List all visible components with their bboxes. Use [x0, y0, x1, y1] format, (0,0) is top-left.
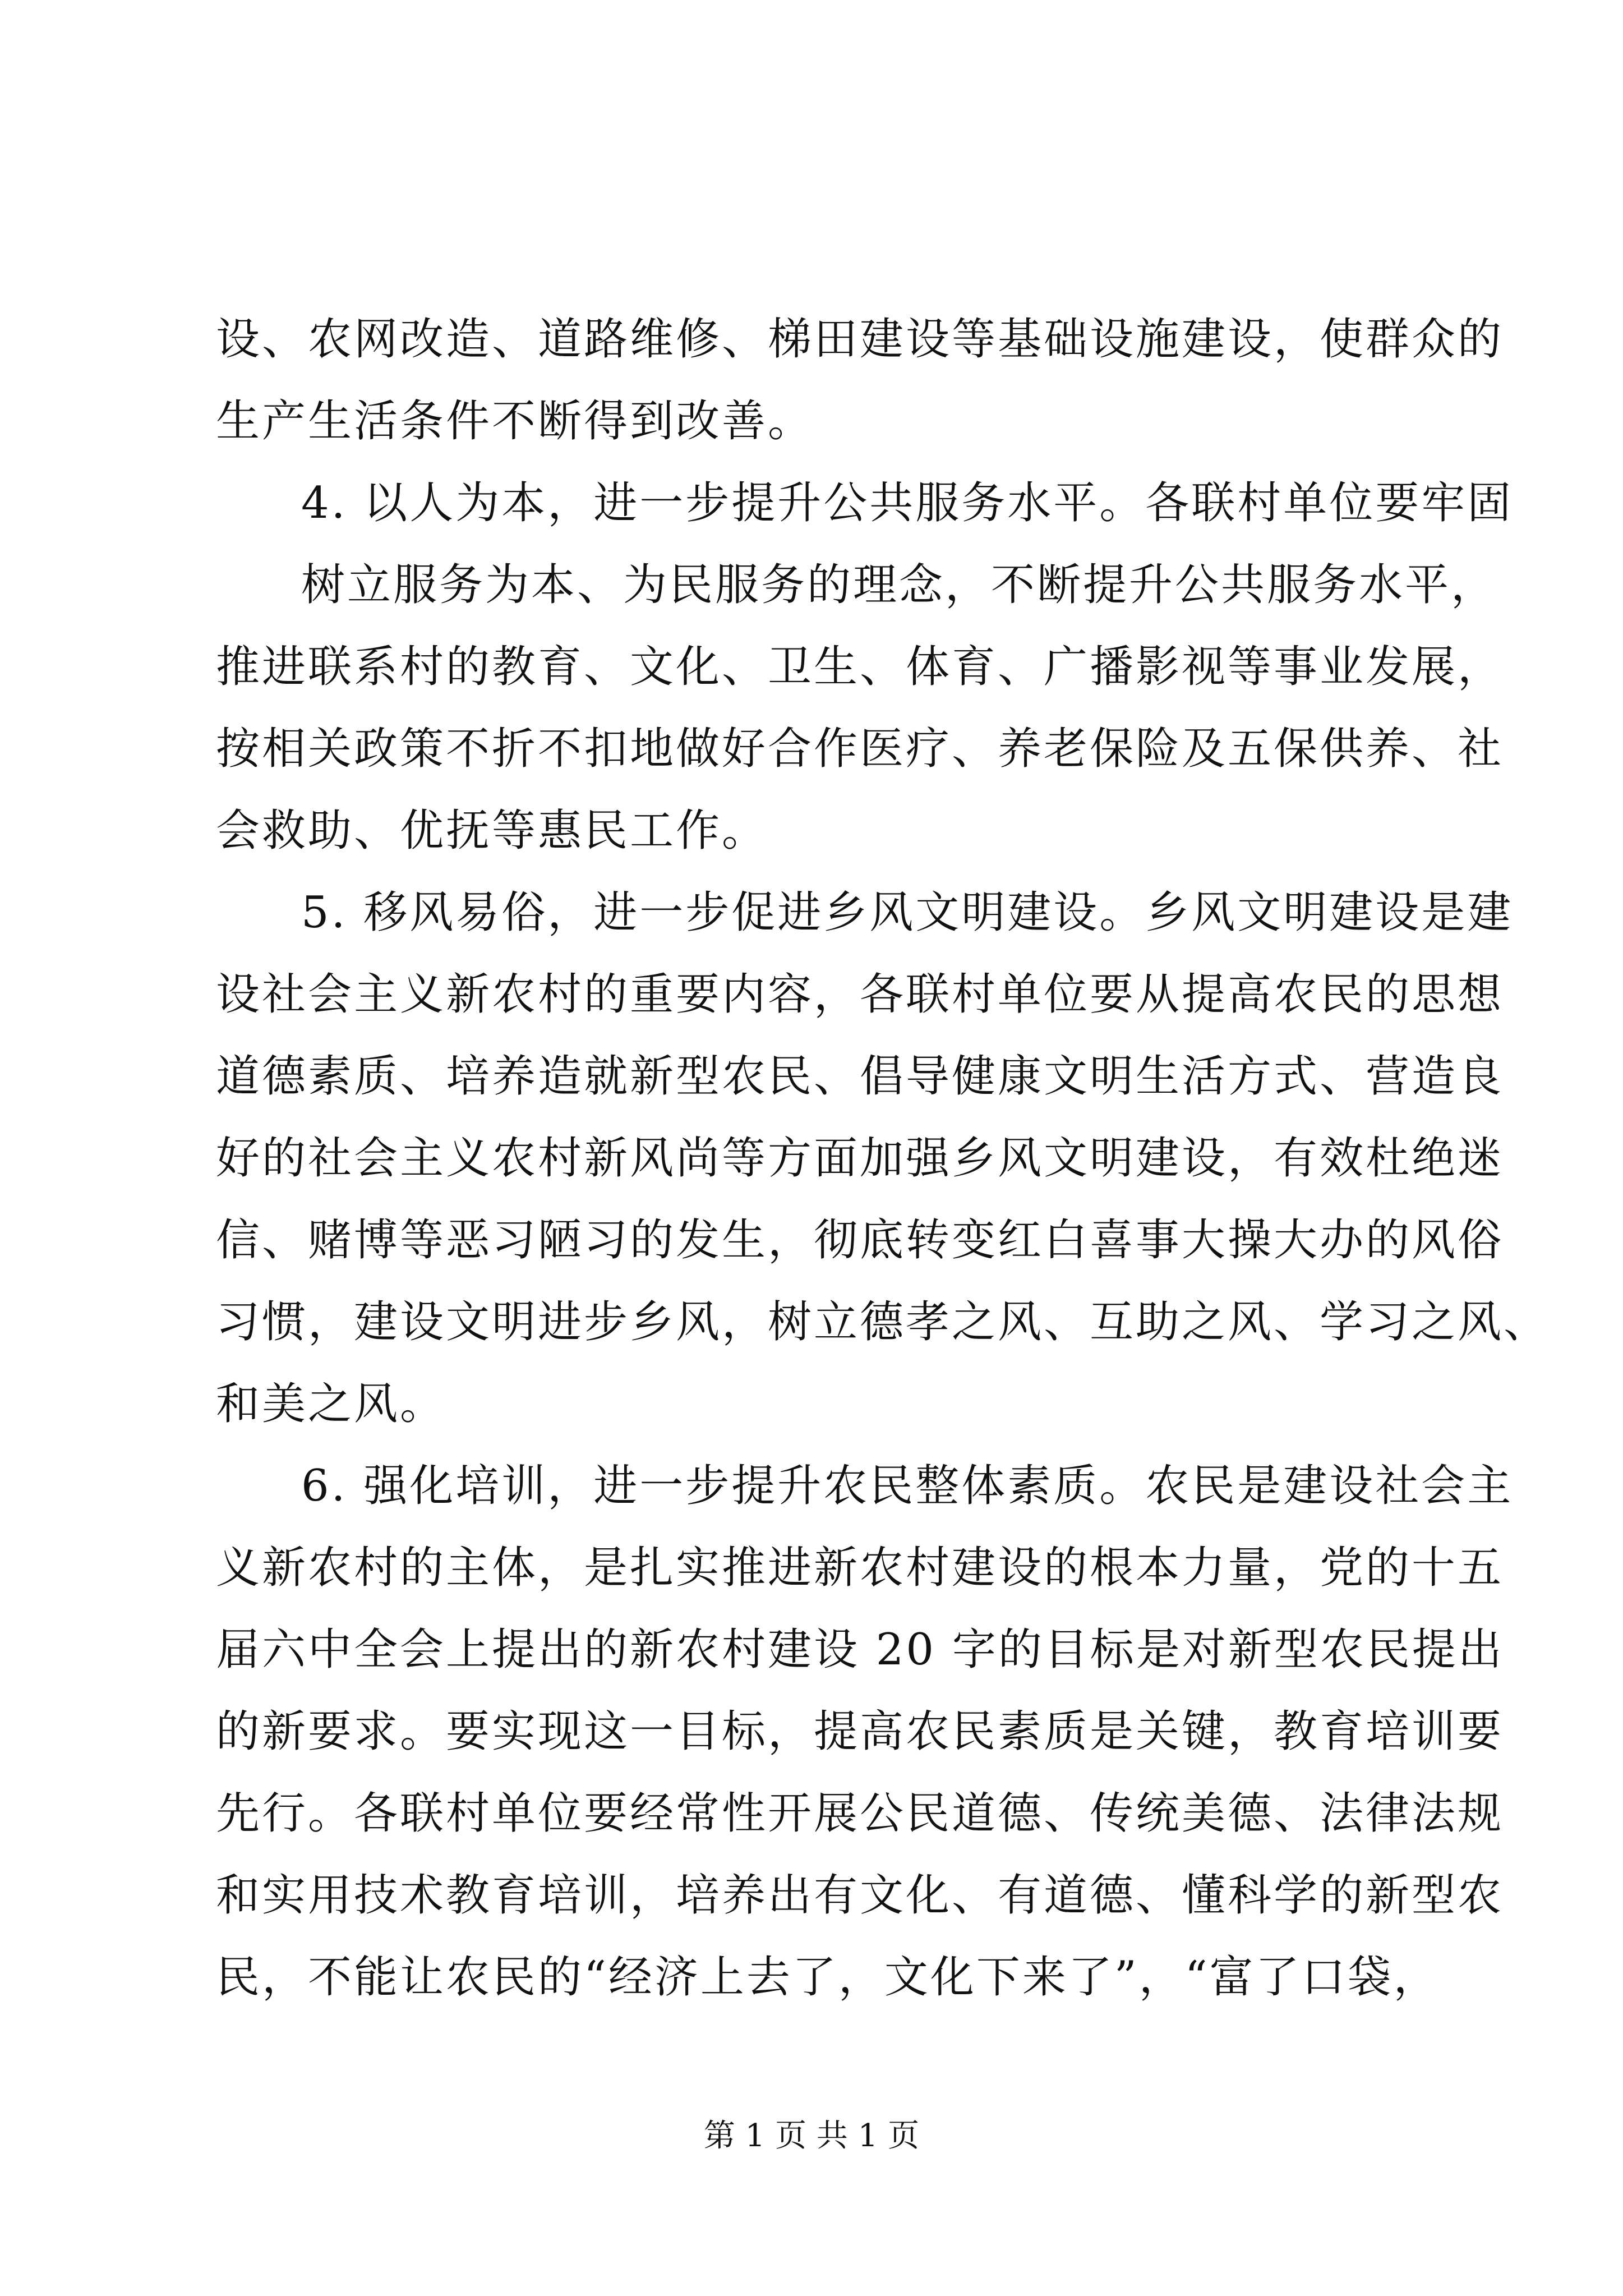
text-line-17: 届六中全会上提出的新农村建设 20 字的目标是对新型农民提出	[216, 1625, 1504, 1675]
text-line-4: 树立服务为本、为民服务的理念，不断提升公共服务水平，	[301, 560, 1497, 610]
text-line-8: 5. 移风易俗，进一步促进乡风文明建设。乡风文明建设是建	[301, 887, 1514, 938]
text-line-5: 推进联系村的教育、文化、卫生、体育、广播影视等事业发展，	[216, 642, 1504, 692]
text-line-14: 和美之风。	[216, 1379, 446, 1429]
text-line-3: 4. 以人为本，进一步提升公共服务水平。各联村单位要牢固	[301, 478, 1514, 528]
text-line-11: 好的社会主义农村新风尚等方面加强乡风文明建设，有效杜绝迷	[216, 1133, 1504, 1184]
text-line-6: 按相关政策不折不扣地做好合作医疗、养老保险及五保供养、社	[216, 724, 1504, 774]
text-line-12: 信、赌博等恶习陋习的发生，彻底转变红白喜事大操大办的风俗	[216, 1215, 1504, 1266]
text-line-2: 生产生活条件不断得到改善。	[216, 396, 814, 447]
text-line-19: 先行。各联村单位要经常性开展公民道德、传统美德、法律法规	[216, 1788, 1504, 1839]
text-line-1: 设、农网改造、道路维修、梯田建设等基础设施建设，使群众的	[216, 314, 1504, 365]
text-line-9: 设社会主义新农村的重要内容，各联村单位要从提高农民的思想	[216, 969, 1504, 1020]
page-number-footer: 第 1 页 共 1 页	[703, 2118, 920, 2154]
text-line-10: 道德素质、培养造就新型农民、倡导健康文明生活方式、营造良	[216, 1051, 1504, 1102]
text-line-18: 的新要求。要实现这一目标，提高农民素质是关键，教育培训要	[216, 1706, 1504, 1757]
text-line-16: 义新农村的主体，是扎实推进新农村建设的根本力量，党的十五	[216, 1543, 1504, 1593]
text-line-15: 6. 强化培训，进一步提升农民整体素质。农民是建设社会主	[301, 1461, 1514, 1511]
text-line-13: 习惯，建设文明进步乡风，树立德孝之风、互助之风、学习之风、	[216, 1297, 1550, 1347]
text-line-20: 和实用技术教育培训，培养出有文化、有道德、懂科学的新型农	[216, 1870, 1504, 1921]
text-line-21: 民，不能让农民的“经济上去了，文化下来了”，“富了口袋，	[216, 1952, 1440, 2003]
text-line-7: 会救助、优抚等惠民工作。	[216, 806, 768, 856]
